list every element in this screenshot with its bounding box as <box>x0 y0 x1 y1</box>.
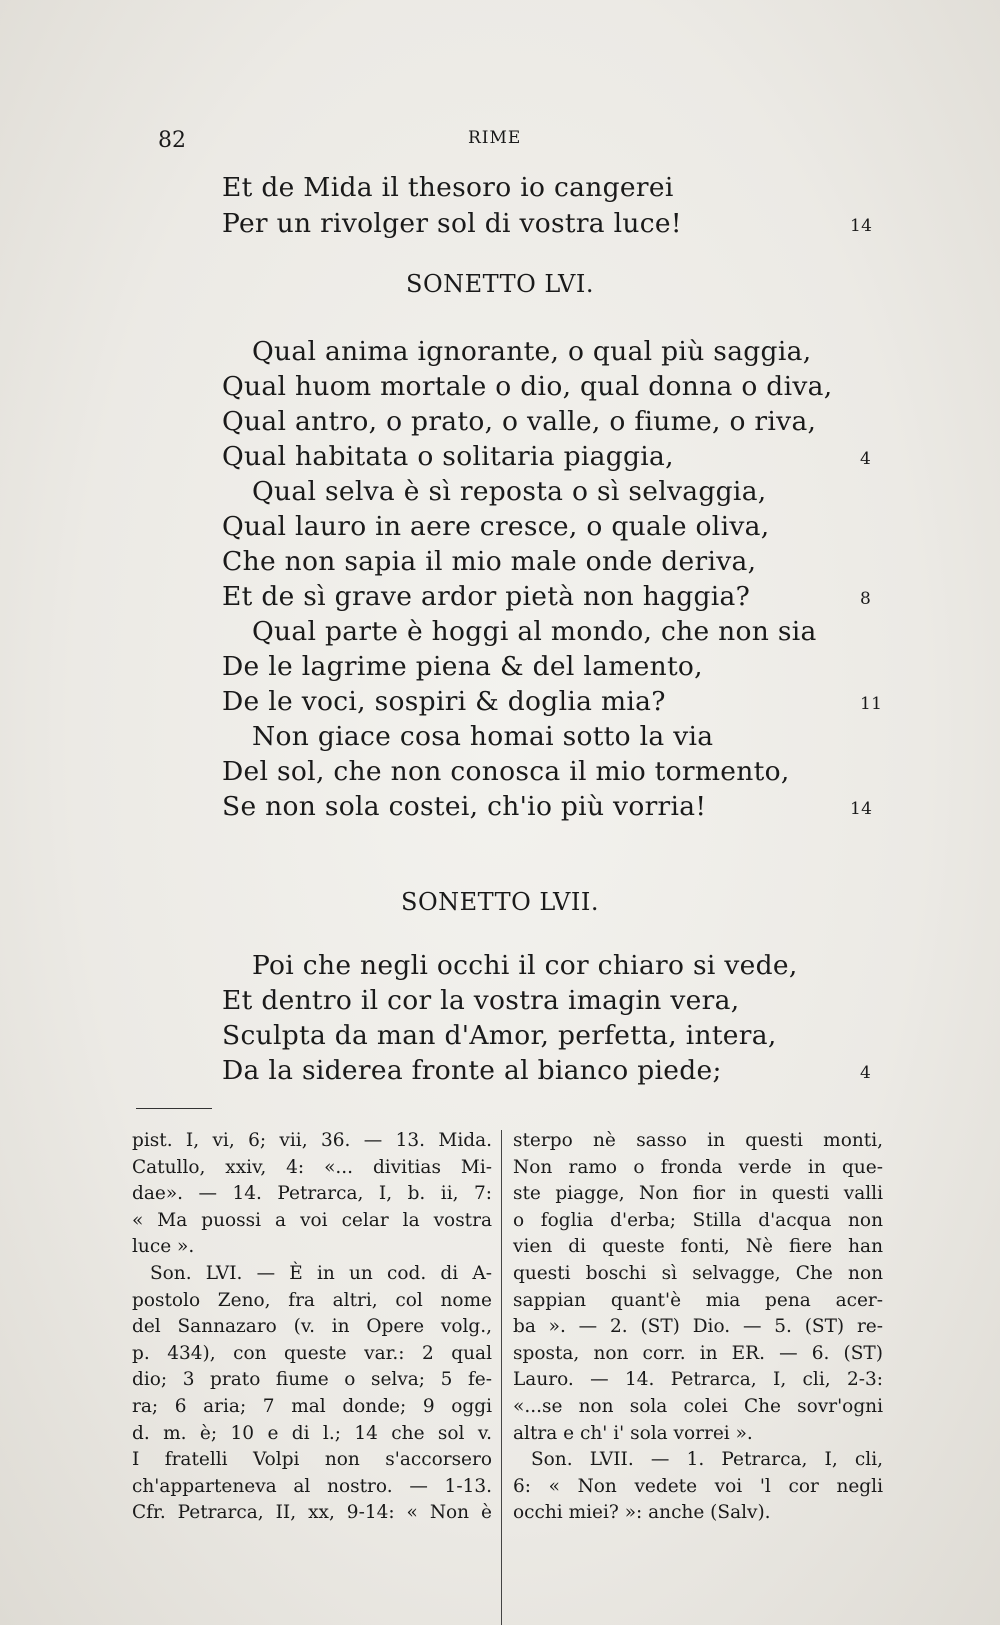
note-line: « Ma puossi a voi celar la vostra <box>132 1209 492 1231</box>
verse-line <box>0 172 1000 208</box>
verse-line <box>0 686 1000 722</box>
note-line: p. 434), con queste var.: 2 qual <box>132 1342 492 1364</box>
page-header <box>0 128 1000 158</box>
note-line: 6: « Non vedete voi 'l cor negli <box>513 1475 883 1497</box>
line-number: 4 <box>860 449 872 469</box>
line-number: 11 <box>860 694 883 714</box>
verse-line <box>0 721 1000 757</box>
line-number: 8 <box>860 589 872 609</box>
note-line: ch'apparteneva al nostro. — 1-13. <box>132 1475 492 1497</box>
note-line: Lauro. — 14. Petrarca, I, cli, 2-3: <box>513 1369 883 1391</box>
page-number: 82 <box>158 128 186 153</box>
verse-line <box>0 371 1000 407</box>
note-line: ra; 6 aria; 7 mal donde; 9 oggi <box>132 1395 492 1417</box>
verse-line <box>0 336 1000 372</box>
note-line: postolo Zeno, fra altri, col nome <box>132 1289 492 1311</box>
line-number: 14 <box>850 216 873 236</box>
note-line: altra e ch' i' sola vorrei ». <box>513 1422 753 1444</box>
verse-line <box>0 1055 1000 1091</box>
note-line: «...se non sola colei Che sovr'ogni <box>513 1395 883 1417</box>
running-head: RIME <box>468 128 522 148</box>
verse-text: Qual antro, o prato, o valle, o fiume, o riva, <box>222 406 817 437</box>
verse-text: Et dentro il cor la vostra imagin vera, <box>222 985 740 1016</box>
note-line: ste piagge, Non fior in questi valli <box>513 1183 883 1205</box>
note-line: I fratelli Volpi non s'accorsero <box>132 1449 492 1471</box>
sonnet-57-title: SONETTO LVII. <box>401 888 599 916</box>
verse-line <box>0 791 1000 827</box>
note-line: o foglia d'erba; Stilla d'acqua non <box>513 1209 883 1231</box>
verse-text: De le voci, sospiri & doglia mia? <box>222 686 666 717</box>
line-number: 14 <box>850 799 873 819</box>
verse-line <box>0 511 1000 547</box>
verse-text: Del sol, che non conosca il mio tormento, <box>222 756 790 787</box>
verse-line <box>0 441 1000 477</box>
verse-text: Da la siderea fronte al bianco piede; <box>222 1055 722 1086</box>
note-line: ba ». — 2. (ST) Dio. — 5. (ST) re- <box>513 1316 883 1338</box>
sonnet-56-title: SONETTO LVI. <box>406 270 594 298</box>
verse-line <box>0 208 1000 244</box>
verse-line <box>0 651 1000 687</box>
line-number: 4 <box>860 1063 872 1083</box>
verse-text: Et de sì grave ardor pietà non haggia? <box>222 581 751 612</box>
note-line: dio; 3 prato fiume o selva; 5 fe- <box>132 1369 492 1391</box>
verse-text: Et de Mida il thesoro io cangerei <box>222 172 674 203</box>
verse-text: Qual habitata o solitaria piaggia, <box>222 441 674 472</box>
verse-text: Qual huom mortale o dio, qual donna o diva, <box>222 371 833 402</box>
note-line: Catullo, xxiv, 4: «... divitias Mi- <box>132 1156 492 1178</box>
verse-text: Non giace cosa homai sotto la via <box>252 721 714 752</box>
verse-text: De le lagrime piena & del lamento, <box>222 651 703 682</box>
verse-text: Qual anima ignorante, o qual più saggia, <box>252 336 812 367</box>
verse-text: Qual lauro in aere cresce, o quale oliva, <box>222 511 770 542</box>
note-line: pist. I, vi, 6; vii, 36. — 13. Mida. <box>132 1130 492 1151</box>
verse-line <box>0 950 1000 986</box>
verse-line <box>0 756 1000 792</box>
verse-text: Che non sapia il mio male onde deriva, <box>222 546 757 577</box>
footnote-rule <box>136 1108 212 1109</box>
notes-column-divider <box>501 1130 502 1625</box>
note-line: Son. LVII. — 1. Petrarca, I, cli, <box>531 1449 883 1471</box>
verse-text: Per un rivolger sol di vostra luce! <box>222 208 682 239</box>
note-line: luce ». <box>132 1236 195 1258</box>
note-line: Son. LVI. — È in un cod. di A- <box>150 1262 492 1284</box>
note-line: d. m. è; 10 e di l.; 14 che sol v. <box>132 1422 492 1444</box>
verse-line <box>0 581 1000 617</box>
verse-line <box>0 476 1000 512</box>
verse-line <box>0 546 1000 582</box>
verse-line <box>0 1020 1000 1056</box>
note-line: sappian quant'è mia pena acer- <box>513 1289 883 1311</box>
verse-line <box>0 406 1000 442</box>
verse-text: Se non sola costei, ch'io più vorria! <box>222 791 707 822</box>
note-line: del Sannazaro (v. in Opere volg., <box>132 1316 492 1338</box>
note-line: sposta, non corr. in ER. — 6. (ST) <box>513 1342 883 1364</box>
verse-text: Qual parte è hoggi al mondo, che non sia <box>252 616 817 647</box>
verse-line <box>0 616 1000 652</box>
verse-line <box>0 985 1000 1021</box>
note-line: questi boschi sì selvagge, Che non <box>513 1262 883 1284</box>
notes-left-column <box>132 1128 492 1527</box>
note-line: occhi miei? »: anche (Salv). <box>513 1502 771 1524</box>
verse-text: Poi che negli occhi il cor chiaro si vede, <box>252 950 798 981</box>
note-line: vien di queste fonti, Nè fiere han <box>513 1236 883 1258</box>
note-line: dae». — 14. Petrarca, I, b. ii, 7: <box>132 1183 492 1205</box>
note-line: Non ramo o fronda verde in que- <box>513 1156 883 1178</box>
notes-right-column <box>513 1128 883 1527</box>
verse-text: Sculpta da man d'Amor, perfetta, intera, <box>222 1020 777 1051</box>
note-line: Cfr. Petrarca, II, xx, 9-14: « Non è <box>132 1502 492 1524</box>
verse-text: Qual selva è sì reposta o sì selvaggia, <box>252 476 767 507</box>
note-line: sterpo nè sasso in questi monti, <box>513 1130 883 1151</box>
